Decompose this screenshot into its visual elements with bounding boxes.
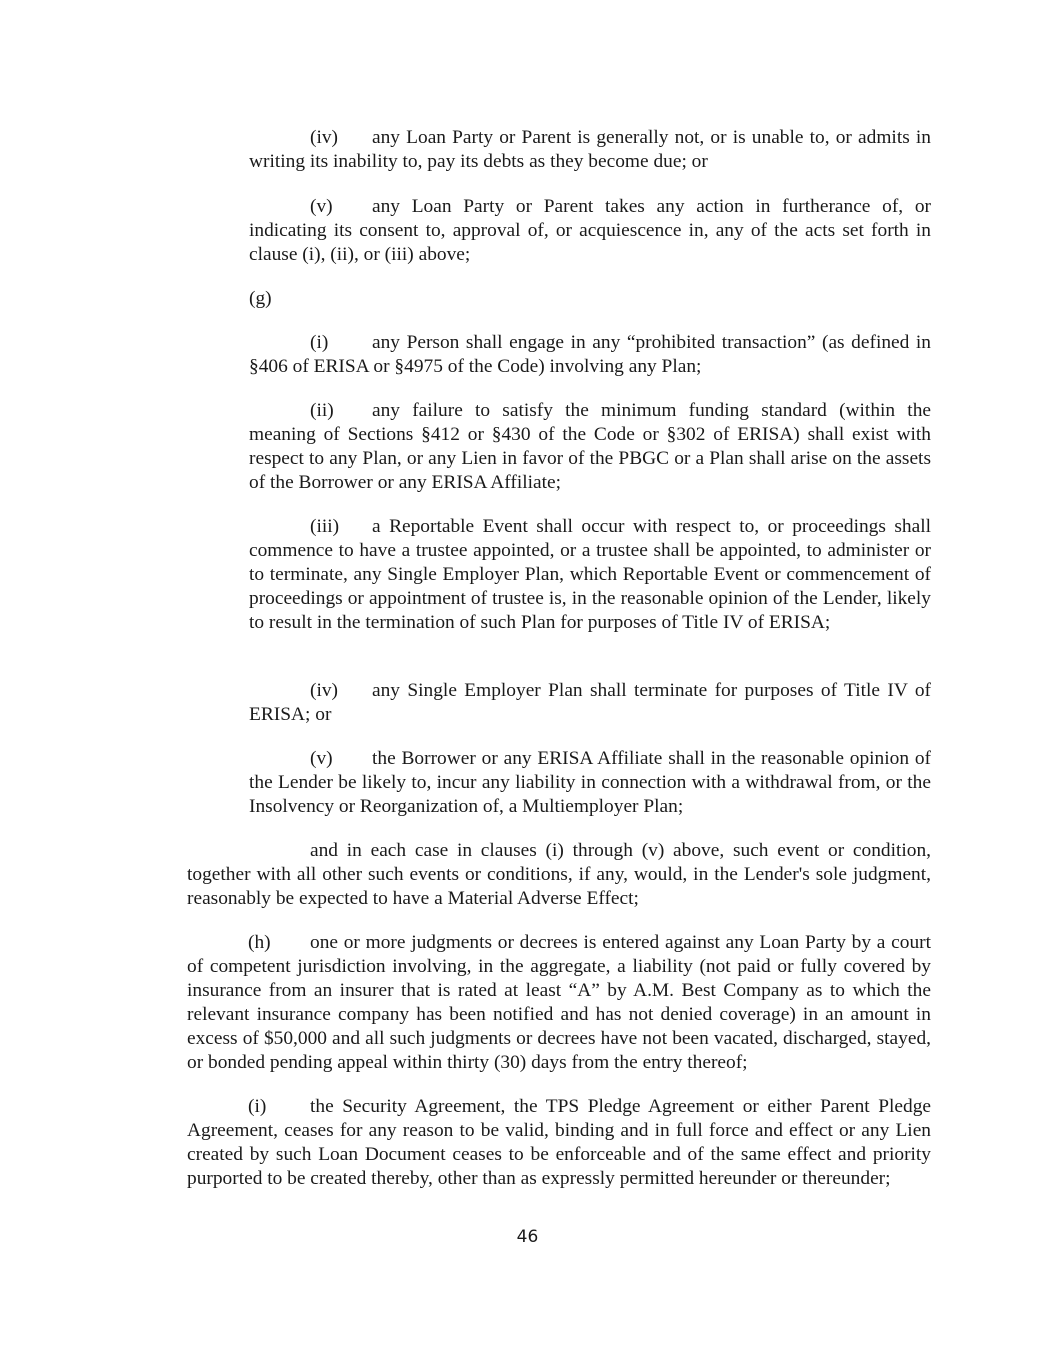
clause-label: (iv) [310, 680, 338, 701]
clause-v-withdrawal-liability [249, 747, 931, 819]
section-h-judgments [187, 931, 931, 1075]
clause-text: a Reportable Event shall occur with respect to, or proceedings shall commence to have a trustee appointed, or a trustee shall be appointed, to administer or to terminate, any Single Employer Plan, which Reportable Event or commencement of proceedings or appointment of trustee is, in the reasonable opinion of the Lender, likely to result in the termination of such Plan for purposes of Title IV of ERISA; [249, 516, 931, 633]
clause-ii-funding-standard [249, 399, 931, 495]
clause-label: (iii) [310, 516, 340, 537]
clause-label: (i) [310, 332, 329, 353]
clause-iv-plan-termination [249, 679, 931, 727]
clause-v-acquiescence [249, 195, 931, 267]
clause-iv-insolvency [249, 126, 931, 174]
clause-text: any Loan Party or Parent is generally not, or is unable to, or admits in writing its inability to, pay its debts as they become due; or [249, 127, 931, 172]
clause-text: any failure to satisfy the minimum funding standard (within the meaning of Sections §412 or §430 of the Code or §302 of ERISA) shall exist with respect to any Plan, or any Lien in favor of the PBGC or a Plan shall arise on the assets of the Borrower or any ERISA Affiliate; [249, 400, 931, 493]
clause-label: (v) [310, 196, 333, 217]
clause-label: (v) [310, 748, 333, 769]
clause-label: (i) [248, 1096, 267, 1117]
clause-iii-reportable-event [249, 515, 931, 635]
clause-text: any Person shall engage in any “prohibited transaction” (as defined in §406 of ERISA or §4975 of the Code) involving any Plan; [249, 332, 931, 377]
section-g-label: (g) [249, 288, 272, 309]
section-i-security-agreement [187, 1095, 931, 1191]
clause-text: any Single Employer Plan shall terminate for purposes of Title IV of ERISA; or [249, 680, 931, 725]
page-number: 46 [516, 1227, 539, 1247]
clause-text: one or more judgments or decrees is entered against any Loan Party by a court of competent jurisdiction involving, in the aggregate, a liability (not paid or fully covered by insurance from an insurer that is rated at least “A” by A.M. Best Company as to which the relevant insurance company has been notified and has not denied coverage) in an amount in excess of $50,000 and all such judgments or decrees have not been vacated, discharged, stayed, or bonded pending appeal within thirty (30) days from the entry thereof; [187, 932, 931, 1073]
clause-label: (h) [248, 932, 271, 953]
clause-text: any Loan Party or Parent takes any action in furtherance of, or indicating its consent to, approval of, or acquiescence in, any of the acts set forth in clause (i), (ii), or (iii) above; [249, 196, 931, 265]
clause-label: (ii) [310, 400, 334, 421]
clause-text: the Security Agreement, the TPS Pledge Agreement or either Parent Pledge Agreement, ceases for any reason to be valid, binding and in full force and effect or any Lien created by such Loan Document ceases to be enforceable and of the same effect and priority purported to be created thereby, other than as expressly permitted hereunder or thereunder; [187, 1096, 931, 1189]
clause-label: (iv) [310, 127, 338, 148]
clause-text: the Borrower or any ERISA Affiliate shall in the reasonable opinion of the Lender be likely to, incur any liability in connection with a withdrawal from, or the Insolvency or Reorganization of, a Multiemployer Plan; [249, 748, 931, 817]
section-g-continuation: and in each case in clauses (i) through (v) above, such event or condition, together with all other such events or conditions, if any, would, in the Lender's sole judgment, reasonably be expected to have a Material Adverse Effect; [187, 840, 931, 909]
clause-i-prohibited-transaction [249, 331, 931, 379]
